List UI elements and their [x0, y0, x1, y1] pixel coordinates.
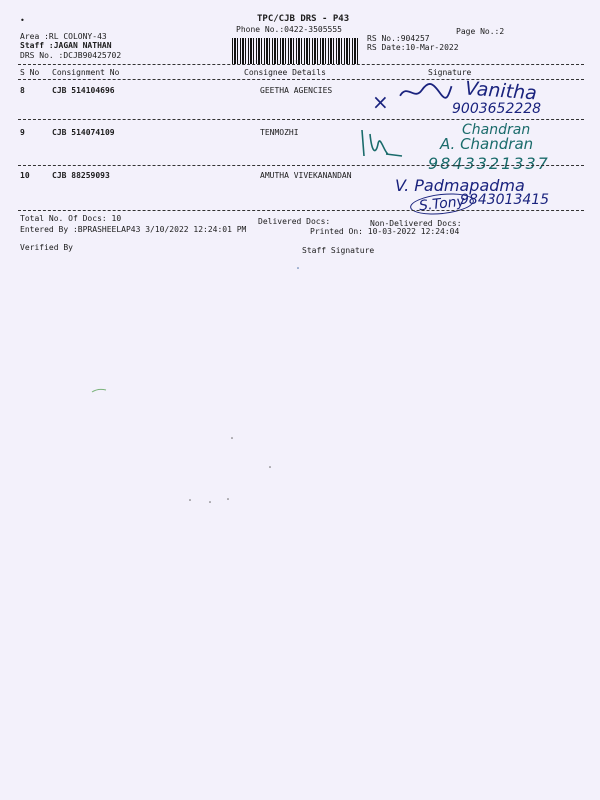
- handwritten-name: Chandran: [462, 122, 531, 138]
- rs-number: RS No.:904257: [367, 34, 430, 43]
- handwritten-cross: ×: [372, 90, 389, 114]
- area-label: Area :RL COLONY-43: [20, 32, 107, 41]
- handwritten-phone: 9843321337: [428, 154, 550, 173]
- row-consignment: CJB 514074109: [52, 128, 115, 137]
- entered-by: Entered By :BPRASHEELAP43 3/10/2022 12:24:01 PM: [20, 225, 247, 234]
- page-number: Page No.:2: [456, 27, 505, 36]
- printed-on: Printed On: 10-03-2022 12:24:04: [310, 227, 460, 236]
- total-docs: Total No. Of Docs: 10: [20, 214, 122, 223]
- row-sno: 9: [20, 128, 25, 137]
- row-consignment: CJB 514104696: [52, 86, 115, 95]
- non-delivered-docs: Non-Delivered Docs:: [370, 219, 462, 228]
- handwritten-stamp: S.Tony: [409, 191, 475, 218]
- row-consignee: TENMOZHI: [260, 128, 299, 137]
- row-consignee: GEETHA AGENCIES: [260, 86, 333, 95]
- col-sno: S No: [20, 68, 40, 77]
- row-sno: 8: [20, 86, 25, 95]
- staff-signature: Staff Signature: [302, 246, 375, 255]
- staff-label: Staff :JAGAN NATHAN: [20, 41, 112, 50]
- col-consignment: Consignment No: [52, 68, 120, 77]
- drs-number: DRS No. :DCJB90425702: [20, 51, 122, 60]
- rs-date: RS Date:10-Mar-2022: [367, 43, 459, 52]
- handwritten-phone: 9003652228: [452, 101, 542, 117]
- col-signature: Signature: [428, 68, 472, 77]
- row-consignment: CJB 88259093: [52, 171, 110, 180]
- verified-by: Verified By: [20, 243, 73, 252]
- bullet-mark: •: [20, 16, 25, 25]
- row-consignee: AMUTHA VIVEKANANDAN: [260, 171, 352, 180]
- col-consignee: Consignee Details: [244, 68, 326, 77]
- doc-title: TPC/CJB DRS - P43: [257, 14, 350, 24]
- handwritten-name: V. Padmapadma: [395, 176, 525, 195]
- handwritten-name: Vanitha: [464, 77, 538, 105]
- phone-number: Phone No.:0422-3505555: [236, 25, 342, 34]
- handwritten-phone: 9843013415: [460, 192, 550, 208]
- handwritten-name: A. Chandran: [440, 135, 534, 153]
- row-sno: 10: [20, 171, 30, 180]
- delivered-docs: Delivered Docs:: [258, 217, 331, 226]
